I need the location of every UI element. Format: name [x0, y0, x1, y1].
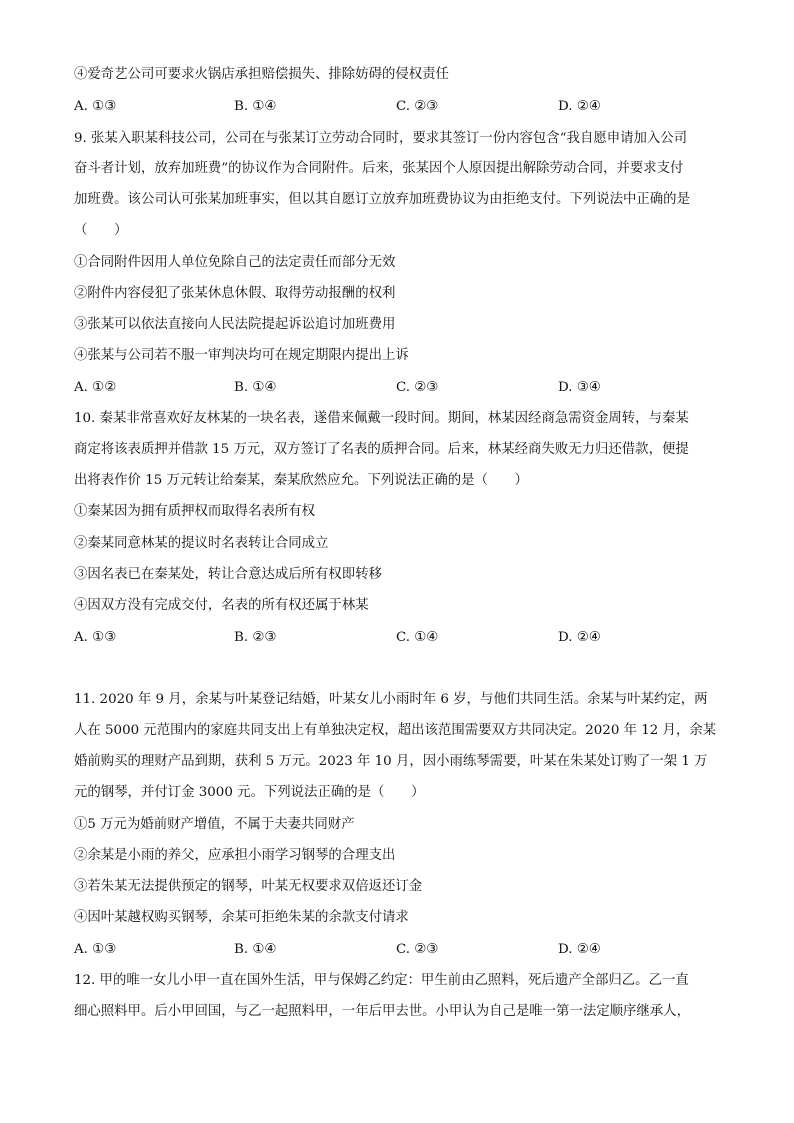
q9-item-2: ②附件内容侵犯了张某休息休假、取得劳动报酬的权利 [74, 286, 396, 301]
q11-option-d: D. ②④ [558, 942, 601, 957]
q11-stem-line-2: 人在 5000 元范围内的家庭共同支出上有单独决定权，超出该范围需要双方共同决定。2020 年 12 月，余某 [74, 723, 717, 738]
q9-option-a: A. ①② [74, 380, 117, 395]
q11-item-4: ④因叶某越权购买钢琴，余某可拒绝朱某的余款支付请求 [74, 910, 409, 925]
q11-stem-line-3: 婚前购买的理财产品到期，获利 5 万元。2023 年 10 月，因小雨练琴需要，叶某在朱某处订购了一架 1 万 [74, 754, 708, 769]
q10-stem-line-2: 商定将该表质押并借款 15 万元，双方签订了名表的质押合同。后来，林某经商失败无力归还借款，便提 [74, 442, 689, 457]
q12-stem-line-1: 12. 甲的唯一女儿小甲一直在国外生活，甲与保姆乙约定：甲生前由乙照料，死后遗产全部归乙。乙一直 [74, 973, 689, 988]
q9-stem-line-3: 加班费。该公司认可张某加班事实，但以其自愿订立放弃加班费协议为由拒绝支付。下列说法中正确的是 [74, 192, 690, 207]
q9-item-1: ①合同附件因用人单位免除自己的法定责任而部分无效 [74, 255, 396, 270]
q9-option-c: C. ②③ [396, 380, 439, 395]
q8-options [74, 97, 724, 117]
q10-options [74, 628, 724, 648]
q11-option-b: B. ①④ [234, 942, 277, 957]
q11-option-c: C. ②③ [396, 942, 439, 957]
q10-option-b: B. ②③ [234, 630, 277, 645]
q12-stem-line-2: 细心照料甲。后小甲回国，与乙一起照料甲，一年后甲去世。小甲认为自己是唯一第一法定顺序继承人， [74, 1004, 690, 1019]
q11-item-3: ③若朱某无法提供预定的钢琴，叶某无权要求双倍返还订金 [74, 879, 423, 894]
q9-stem-line-4: （ ） [74, 223, 128, 238]
q10-item-3: ③因名表已在秦某处，转让合意达成后所有权即转移 [74, 567, 382, 582]
q8-option-c: C. ②③ [396, 99, 439, 114]
q8-option-d: D. ②④ [558, 99, 601, 114]
q10-option-c: C. ①④ [396, 630, 439, 645]
q9-stem-line-1: 9. 张某入职某科技公司，公司在与张某订立劳动合同时，要求其签订一份内容包含“我自愿申请加入公司 [74, 131, 688, 146]
q9-item-4: ④张某与公司若不服一审判决均可在规定期限内提出上诉 [74, 348, 409, 363]
q8-item-4: ④爱奇艺公司可要求火锅店承担赔偿损失、排除妨碍的侵权责任 [74, 67, 449, 82]
q9-options [74, 378, 724, 398]
q9-option-b: B. ①④ [234, 380, 277, 395]
q10-item-2: ②秦某同意林某的提议时名表转让合同成立 [74, 536, 329, 551]
q9-option-d: D. ③④ [558, 380, 601, 395]
q11-stem-line-1: 11. 2020 年 9 月，余某与叶某登记结婚，叶某女儿小雨时年 6 岁，与他们共同生活。余某与叶某约定，两 [74, 692, 708, 707]
q11-item-2: ②余某是小雨的养父，应承担小雨学习钢琴的合理支出 [74, 848, 396, 863]
q10-stem-line-3: 出将表作价 15 万元转让给秦某，秦某欣然应允。下列说法正确的是（ ） [74, 473, 529, 488]
q10-option-d: D. ②④ [558, 630, 601, 645]
q10-item-4: ④因双方没有完成交付，名表的所有权还属于林某 [74, 598, 369, 613]
q9-item-3: ③张某可以依法直接向人民法院提起诉讼追讨加班费用 [74, 317, 396, 332]
q11-stem-line-4: 元的钢琴，并付订金 3000 元。下列说法正确的是（ ） [74, 785, 425, 800]
q8-option-a: A. ①③ [74, 99, 117, 114]
q10-stem-line-1: 10. 秦某非常喜欢好友林某的一块名表，遂借来佩戴一段时间。期间，林某因经商急需资金周转，与秦某 [74, 411, 689, 426]
q11-item-1: ①5 万元为婚前财产增值，不属于夫妻共同财产 [74, 817, 355, 832]
q10-option-a: A. ①③ [74, 630, 117, 645]
q10-item-1: ①秦某因为拥有质押权而取得名表所有权 [74, 504, 316, 519]
q11-option-a: A. ①③ [74, 942, 117, 957]
q8-option-b: B. ①④ [234, 99, 277, 114]
q11-options [74, 940, 724, 960]
q9-stem-line-2: 奋斗者计划，放弃加班费”的协议作为合同附件。后来，张某因个人原因提出解除劳动合同，并要求支付 [74, 161, 684, 176]
